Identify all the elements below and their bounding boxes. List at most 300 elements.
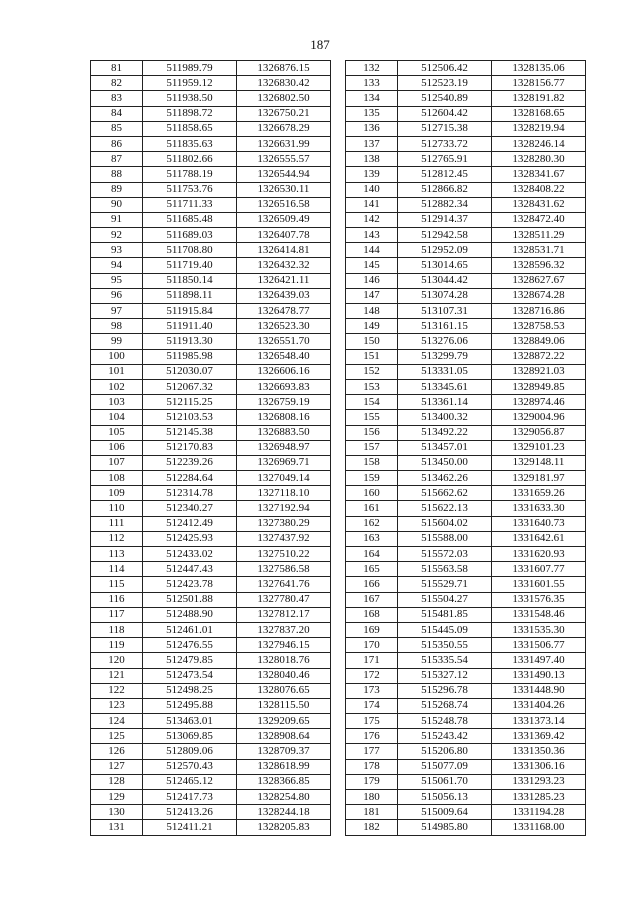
y-coordinate-cell: 1326750.21 xyxy=(237,106,331,121)
x-coordinate-cell: 513331.05 xyxy=(398,364,492,379)
point-number-cell: 104 xyxy=(91,410,143,425)
point-number-cell: 81 xyxy=(91,61,143,76)
y-coordinate-cell: 1326678.29 xyxy=(237,121,331,136)
point-number-cell: 174 xyxy=(346,698,398,713)
y-coordinate-cell: 1326606.16 xyxy=(237,364,331,379)
point-number-cell: 151 xyxy=(346,349,398,364)
y-coordinate-cell: 1331404.26 xyxy=(492,698,586,713)
table-row xyxy=(346,820,586,835)
y-coordinate-cell: 1331168.00 xyxy=(492,820,586,835)
point-number-cell: 145 xyxy=(346,258,398,273)
x-coordinate-cell: 513462.26 xyxy=(398,471,492,486)
y-coordinate-cell: 1328627.67 xyxy=(492,273,586,288)
x-coordinate-cell: 511959.12 xyxy=(143,76,237,91)
table-row xyxy=(91,319,331,334)
x-coordinate-cell: 513400.32 xyxy=(398,410,492,425)
y-coordinate-cell: 1328596.32 xyxy=(492,258,586,273)
y-coordinate-cell: 1328849.06 xyxy=(492,334,586,349)
x-coordinate-cell: 513299.79 xyxy=(398,349,492,364)
x-coordinate-cell: 511913.30 xyxy=(143,334,237,349)
point-number-cell: 165 xyxy=(346,562,398,577)
y-coordinate-cell: 1326439.03 xyxy=(237,288,331,303)
point-number-cell: 98 xyxy=(91,319,143,334)
y-coordinate-cell: 1331490.13 xyxy=(492,668,586,683)
y-coordinate-cell: 1327049.14 xyxy=(237,471,331,486)
y-coordinate-cell: 1326830.42 xyxy=(237,76,331,91)
x-coordinate-cell: 511985.98 xyxy=(143,349,237,364)
x-coordinate-cell: 515248.78 xyxy=(398,714,492,729)
point-number-cell: 176 xyxy=(346,729,398,744)
x-coordinate-cell: 512733.72 xyxy=(398,136,492,151)
x-coordinate-cell: 512413.26 xyxy=(143,805,237,820)
table-row xyxy=(91,334,331,349)
y-coordinate-cell: 1326530.11 xyxy=(237,182,331,197)
point-number-cell: 139 xyxy=(346,167,398,182)
point-number-cell: 177 xyxy=(346,744,398,759)
x-coordinate-cell: 512433.02 xyxy=(143,547,237,562)
x-coordinate-cell: 515572.03 xyxy=(398,547,492,562)
point-number-cell: 111 xyxy=(91,516,143,531)
point-number-cell: 107 xyxy=(91,455,143,470)
x-coordinate-cell: 515206.80 xyxy=(398,744,492,759)
x-coordinate-cell: 511802.66 xyxy=(143,152,237,167)
y-coordinate-cell: 1326407.78 xyxy=(237,228,331,243)
table-row xyxy=(91,379,331,394)
x-coordinate-cell: 512498.25 xyxy=(143,683,237,698)
x-coordinate-cell: 512914.37 xyxy=(398,212,492,227)
table-row xyxy=(91,486,331,501)
point-number-cell: 136 xyxy=(346,121,398,136)
point-number-cell: 90 xyxy=(91,197,143,212)
table-row xyxy=(91,714,331,729)
x-coordinate-cell: 512501.88 xyxy=(143,592,237,607)
table-row xyxy=(346,759,586,774)
x-coordinate-cell: 512170.83 xyxy=(143,440,237,455)
y-coordinate-cell: 1328921.03 xyxy=(492,364,586,379)
table-row xyxy=(91,562,331,577)
x-coordinate-cell: 515604.02 xyxy=(398,516,492,531)
table-row xyxy=(91,607,331,622)
point-number-cell: 162 xyxy=(346,516,398,531)
table-row xyxy=(91,455,331,470)
y-coordinate-cell: 1328191.82 xyxy=(492,91,586,106)
y-coordinate-cell: 1326432.32 xyxy=(237,258,331,273)
x-coordinate-cell: 515335.54 xyxy=(398,653,492,668)
y-coordinate-cell: 1331448.90 xyxy=(492,683,586,698)
table-row xyxy=(346,516,586,531)
y-coordinate-cell: 1328205.83 xyxy=(237,820,331,835)
y-coordinate-cell: 1326478.77 xyxy=(237,304,331,319)
table-row xyxy=(91,182,331,197)
y-coordinate-cell: 1328531.71 xyxy=(492,243,586,258)
table-row xyxy=(91,410,331,425)
x-coordinate-cell: 514985.80 xyxy=(398,820,492,835)
table-row xyxy=(91,121,331,136)
point-number-cell: 161 xyxy=(346,501,398,516)
y-coordinate-cell: 1326548.40 xyxy=(237,349,331,364)
point-number-cell: 103 xyxy=(91,395,143,410)
point-number-cell: 170 xyxy=(346,638,398,653)
x-coordinate-cell: 512411.21 xyxy=(143,820,237,835)
x-coordinate-cell: 513463.01 xyxy=(143,714,237,729)
table-row xyxy=(91,790,331,805)
point-number-cell: 155 xyxy=(346,410,398,425)
y-coordinate-cell: 1328974.46 xyxy=(492,395,586,410)
table-row xyxy=(346,364,586,379)
x-coordinate-cell: 511898.11 xyxy=(143,288,237,303)
y-coordinate-cell: 1328244.18 xyxy=(237,805,331,820)
point-number-cell: 167 xyxy=(346,592,398,607)
y-coordinate-cell: 1328949.85 xyxy=(492,379,586,394)
table-row xyxy=(346,471,586,486)
x-coordinate-cell: 513450.00 xyxy=(398,455,492,470)
point-number-cell: 87 xyxy=(91,152,143,167)
table-row xyxy=(91,288,331,303)
point-number-cell: 115 xyxy=(91,577,143,592)
x-coordinate-cell: 515445.09 xyxy=(398,622,492,637)
x-coordinate-cell: 512809.06 xyxy=(143,744,237,759)
x-coordinate-cell: 511719.40 xyxy=(143,258,237,273)
point-number-cell: 118 xyxy=(91,622,143,637)
point-number-cell: 135 xyxy=(346,106,398,121)
table-row xyxy=(346,698,586,713)
table-row xyxy=(346,243,586,258)
y-coordinate-cell: 1326544.94 xyxy=(237,167,331,182)
x-coordinate-cell: 512476.55 xyxy=(143,638,237,653)
table-row xyxy=(91,501,331,516)
table-row xyxy=(91,136,331,151)
point-number-cell: 108 xyxy=(91,471,143,486)
y-coordinate-cell: 1326421.11 xyxy=(237,273,331,288)
y-coordinate-cell: 1327586.58 xyxy=(237,562,331,577)
table-row xyxy=(346,197,586,212)
point-number-cell: 149 xyxy=(346,319,398,334)
point-number-cell: 84 xyxy=(91,106,143,121)
y-coordinate-cell: 1331285.23 xyxy=(492,790,586,805)
table-row xyxy=(91,76,331,91)
table-row xyxy=(91,820,331,835)
point-number-cell: 133 xyxy=(346,76,398,91)
y-coordinate-cell: 1331373.14 xyxy=(492,714,586,729)
y-coordinate-cell: 1327946.15 xyxy=(237,638,331,653)
table-row xyxy=(346,258,586,273)
y-coordinate-cell: 1326631.99 xyxy=(237,136,331,151)
y-coordinate-cell: 1328115.50 xyxy=(237,698,331,713)
table-row xyxy=(346,304,586,319)
y-coordinate-cell: 1327837.20 xyxy=(237,622,331,637)
point-number-cell: 95 xyxy=(91,273,143,288)
point-number-cell: 175 xyxy=(346,714,398,729)
table-row xyxy=(346,744,586,759)
y-coordinate-cell: 1328018.76 xyxy=(237,653,331,668)
x-coordinate-cell: 515061.70 xyxy=(398,774,492,789)
x-coordinate-cell: 515504.27 xyxy=(398,592,492,607)
x-coordinate-cell: 515529.71 xyxy=(398,577,492,592)
x-coordinate-cell: 512284.64 xyxy=(143,471,237,486)
point-number-cell: 100 xyxy=(91,349,143,364)
y-coordinate-cell: 1327510.22 xyxy=(237,547,331,562)
point-number-cell: 132 xyxy=(346,61,398,76)
table-row xyxy=(346,790,586,805)
point-number-cell: 179 xyxy=(346,774,398,789)
x-coordinate-cell: 512570.43 xyxy=(143,759,237,774)
point-number-cell: 96 xyxy=(91,288,143,303)
table-row xyxy=(346,547,586,562)
point-number-cell: 138 xyxy=(346,152,398,167)
table-row xyxy=(346,273,586,288)
point-number-cell: 129 xyxy=(91,790,143,805)
x-coordinate-cell: 515268.74 xyxy=(398,698,492,713)
x-coordinate-cell: 515350.55 xyxy=(398,638,492,653)
y-coordinate-cell: 1326759.19 xyxy=(237,395,331,410)
y-coordinate-cell: 1331576.35 xyxy=(492,592,586,607)
y-coordinate-cell: 1329209.65 xyxy=(237,714,331,729)
point-number-cell: 112 xyxy=(91,531,143,546)
table-row xyxy=(91,61,331,76)
x-coordinate-cell: 515622.13 xyxy=(398,501,492,516)
table-row xyxy=(346,212,586,227)
point-number-cell: 153 xyxy=(346,379,398,394)
point-number-cell: 121 xyxy=(91,668,143,683)
x-coordinate-cell: 512103.53 xyxy=(143,410,237,425)
x-coordinate-cell: 512479.85 xyxy=(143,653,237,668)
point-number-cell: 169 xyxy=(346,622,398,637)
point-number-cell: 85 xyxy=(91,121,143,136)
table-row xyxy=(91,547,331,562)
y-coordinate-cell: 1328511.29 xyxy=(492,228,586,243)
x-coordinate-cell: 515588.00 xyxy=(398,531,492,546)
y-coordinate-cell: 1328341.67 xyxy=(492,167,586,182)
point-number-cell: 166 xyxy=(346,577,398,592)
y-coordinate-cell: 1328472.40 xyxy=(492,212,586,227)
y-coordinate-cell: 1328219.94 xyxy=(492,121,586,136)
y-coordinate-cell: 1326693.83 xyxy=(237,379,331,394)
x-coordinate-cell: 512423.78 xyxy=(143,577,237,592)
point-number-cell: 113 xyxy=(91,547,143,562)
point-number-cell: 140 xyxy=(346,182,398,197)
point-number-cell: 93 xyxy=(91,243,143,258)
table-row xyxy=(91,304,331,319)
y-coordinate-cell: 1327812.17 xyxy=(237,607,331,622)
y-coordinate-cell: 1328076.65 xyxy=(237,683,331,698)
x-coordinate-cell: 515056.13 xyxy=(398,790,492,805)
point-number-cell: 163 xyxy=(346,531,398,546)
x-coordinate-cell: 511689.03 xyxy=(143,228,237,243)
table-row xyxy=(346,91,586,106)
table-row xyxy=(91,759,331,774)
point-number-cell: 130 xyxy=(91,805,143,820)
point-number-cell: 94 xyxy=(91,258,143,273)
table-row xyxy=(346,668,586,683)
x-coordinate-cell: 512952.09 xyxy=(398,243,492,258)
point-number-cell: 86 xyxy=(91,136,143,151)
y-coordinate-cell: 1331659.26 xyxy=(492,486,586,501)
table-row xyxy=(346,577,586,592)
point-number-cell: 127 xyxy=(91,759,143,774)
x-coordinate-cell: 512030.07 xyxy=(143,364,237,379)
x-coordinate-cell: 512540.89 xyxy=(398,91,492,106)
point-number-cell: 123 xyxy=(91,698,143,713)
x-coordinate-cell: 512115.25 xyxy=(143,395,237,410)
table-row xyxy=(91,531,331,546)
table-row xyxy=(346,622,586,637)
x-coordinate-cell: 512495.88 xyxy=(143,698,237,713)
y-coordinate-cell: 1326551.70 xyxy=(237,334,331,349)
table-row xyxy=(346,592,586,607)
table-row xyxy=(91,577,331,592)
table-row xyxy=(346,319,586,334)
table-row xyxy=(346,653,586,668)
y-coordinate-cell: 1328135.06 xyxy=(492,61,586,76)
point-number-cell: 168 xyxy=(346,607,398,622)
x-coordinate-cell: 513276.06 xyxy=(398,334,492,349)
point-number-cell: 146 xyxy=(346,273,398,288)
x-coordinate-cell: 511938.50 xyxy=(143,91,237,106)
y-coordinate-cell: 1331293.23 xyxy=(492,774,586,789)
point-number-cell: 182 xyxy=(346,820,398,835)
x-coordinate-cell: 515563.58 xyxy=(398,562,492,577)
point-number-cell: 117 xyxy=(91,607,143,622)
table-row xyxy=(346,638,586,653)
y-coordinate-cell: 1331194.28 xyxy=(492,805,586,820)
point-number-cell: 134 xyxy=(346,91,398,106)
point-number-cell: 105 xyxy=(91,425,143,440)
x-coordinate-cell: 515662.62 xyxy=(398,486,492,501)
x-coordinate-cell: 512447.43 xyxy=(143,562,237,577)
y-coordinate-cell: 1328246.14 xyxy=(492,136,586,151)
y-coordinate-cell: 1328674.28 xyxy=(492,288,586,303)
table-row xyxy=(91,106,331,121)
y-coordinate-cell: 1331601.55 xyxy=(492,577,586,592)
x-coordinate-cell: 515327.12 xyxy=(398,668,492,683)
y-coordinate-cell: 1331640.73 xyxy=(492,516,586,531)
x-coordinate-cell: 513345.61 xyxy=(398,379,492,394)
table-row xyxy=(346,349,586,364)
table-row xyxy=(346,152,586,167)
x-coordinate-cell: 512765.91 xyxy=(398,152,492,167)
table-row xyxy=(346,486,586,501)
table-row xyxy=(346,228,586,243)
point-number-cell: 141 xyxy=(346,197,398,212)
y-coordinate-cell: 1331535.30 xyxy=(492,622,586,637)
table-row xyxy=(346,440,586,455)
y-coordinate-cell: 1328408.22 xyxy=(492,182,586,197)
y-coordinate-cell: 1328709.37 xyxy=(237,744,331,759)
x-coordinate-cell: 511788.19 xyxy=(143,167,237,182)
point-number-cell: 82 xyxy=(91,76,143,91)
table-row xyxy=(91,471,331,486)
y-coordinate-cell: 1331306.16 xyxy=(492,759,586,774)
point-number-cell: 126 xyxy=(91,744,143,759)
table-row xyxy=(346,607,586,622)
x-coordinate-cell: 515009.64 xyxy=(398,805,492,820)
table-row xyxy=(91,805,331,820)
y-coordinate-cell: 1327437.92 xyxy=(237,531,331,546)
table-row xyxy=(346,61,586,76)
table-row xyxy=(91,212,331,227)
x-coordinate-cell: 511898.72 xyxy=(143,106,237,121)
x-coordinate-cell: 511685.48 xyxy=(143,212,237,227)
x-coordinate-cell: 512412.49 xyxy=(143,516,237,531)
x-coordinate-cell: 513161.15 xyxy=(398,319,492,334)
y-coordinate-cell: 1329181.97 xyxy=(492,471,586,486)
x-coordinate-cell: 512866.82 xyxy=(398,182,492,197)
x-coordinate-cell: 513492.22 xyxy=(398,425,492,440)
y-coordinate-cell: 1326516.58 xyxy=(237,197,331,212)
table-row xyxy=(346,182,586,197)
x-coordinate-cell: 511911.40 xyxy=(143,319,237,334)
x-coordinate-cell: 515481.85 xyxy=(398,607,492,622)
point-number-cell: 114 xyxy=(91,562,143,577)
page-number: 187 xyxy=(310,37,330,52)
x-coordinate-cell: 512239.26 xyxy=(143,455,237,470)
point-number-cell: 144 xyxy=(346,243,398,258)
x-coordinate-cell: 512340.27 xyxy=(143,501,237,516)
y-coordinate-cell: 1331506.77 xyxy=(492,638,586,653)
x-coordinate-cell: 512812.45 xyxy=(398,167,492,182)
table-row xyxy=(91,228,331,243)
point-number-cell: 164 xyxy=(346,547,398,562)
point-number-cell: 147 xyxy=(346,288,398,303)
x-coordinate-cell: 513074.28 xyxy=(398,288,492,303)
point-number-cell: 89 xyxy=(91,182,143,197)
table-row xyxy=(91,91,331,106)
point-number-cell: 92 xyxy=(91,228,143,243)
x-coordinate-cell: 512314.78 xyxy=(143,486,237,501)
point-number-cell: 128 xyxy=(91,774,143,789)
x-coordinate-cell: 511711.33 xyxy=(143,197,237,212)
point-number-cell: 131 xyxy=(91,820,143,835)
point-number-cell: 119 xyxy=(91,638,143,653)
table-row xyxy=(346,501,586,516)
table-row xyxy=(91,258,331,273)
table-row xyxy=(91,395,331,410)
point-number-cell: 159 xyxy=(346,471,398,486)
table-row xyxy=(346,455,586,470)
x-coordinate-cell: 512506.42 xyxy=(398,61,492,76)
y-coordinate-cell: 1328280.30 xyxy=(492,152,586,167)
y-coordinate-cell: 1329056.87 xyxy=(492,425,586,440)
y-coordinate-cell: 1328431.62 xyxy=(492,197,586,212)
table-row xyxy=(91,774,331,789)
y-coordinate-cell: 1328618.99 xyxy=(237,759,331,774)
table-row xyxy=(346,288,586,303)
table-row xyxy=(346,683,586,698)
x-coordinate-cell: 512604.42 xyxy=(398,106,492,121)
x-coordinate-cell: 513107.31 xyxy=(398,304,492,319)
table-row xyxy=(91,349,331,364)
y-coordinate-cell: 1328040.46 xyxy=(237,668,331,683)
x-coordinate-cell: 511915.84 xyxy=(143,304,237,319)
x-coordinate-cell: 511753.76 xyxy=(143,182,237,197)
table-row xyxy=(346,805,586,820)
point-number-cell: 109 xyxy=(91,486,143,501)
table-row xyxy=(346,729,586,744)
table-row xyxy=(91,273,331,288)
point-number-cell: 171 xyxy=(346,653,398,668)
point-number-cell: 142 xyxy=(346,212,398,227)
table-row xyxy=(91,729,331,744)
y-coordinate-cell: 1326414.81 xyxy=(237,243,331,258)
x-coordinate-cell: 511850.14 xyxy=(143,273,237,288)
point-number-cell: 91 xyxy=(91,212,143,227)
x-coordinate-cell: 511708.80 xyxy=(143,243,237,258)
y-coordinate-cell: 1326509.49 xyxy=(237,212,331,227)
y-coordinate-cell: 1328366.85 xyxy=(237,774,331,789)
point-number-cell: 180 xyxy=(346,790,398,805)
point-number-cell: 154 xyxy=(346,395,398,410)
x-coordinate-cell: 512465.12 xyxy=(143,774,237,789)
